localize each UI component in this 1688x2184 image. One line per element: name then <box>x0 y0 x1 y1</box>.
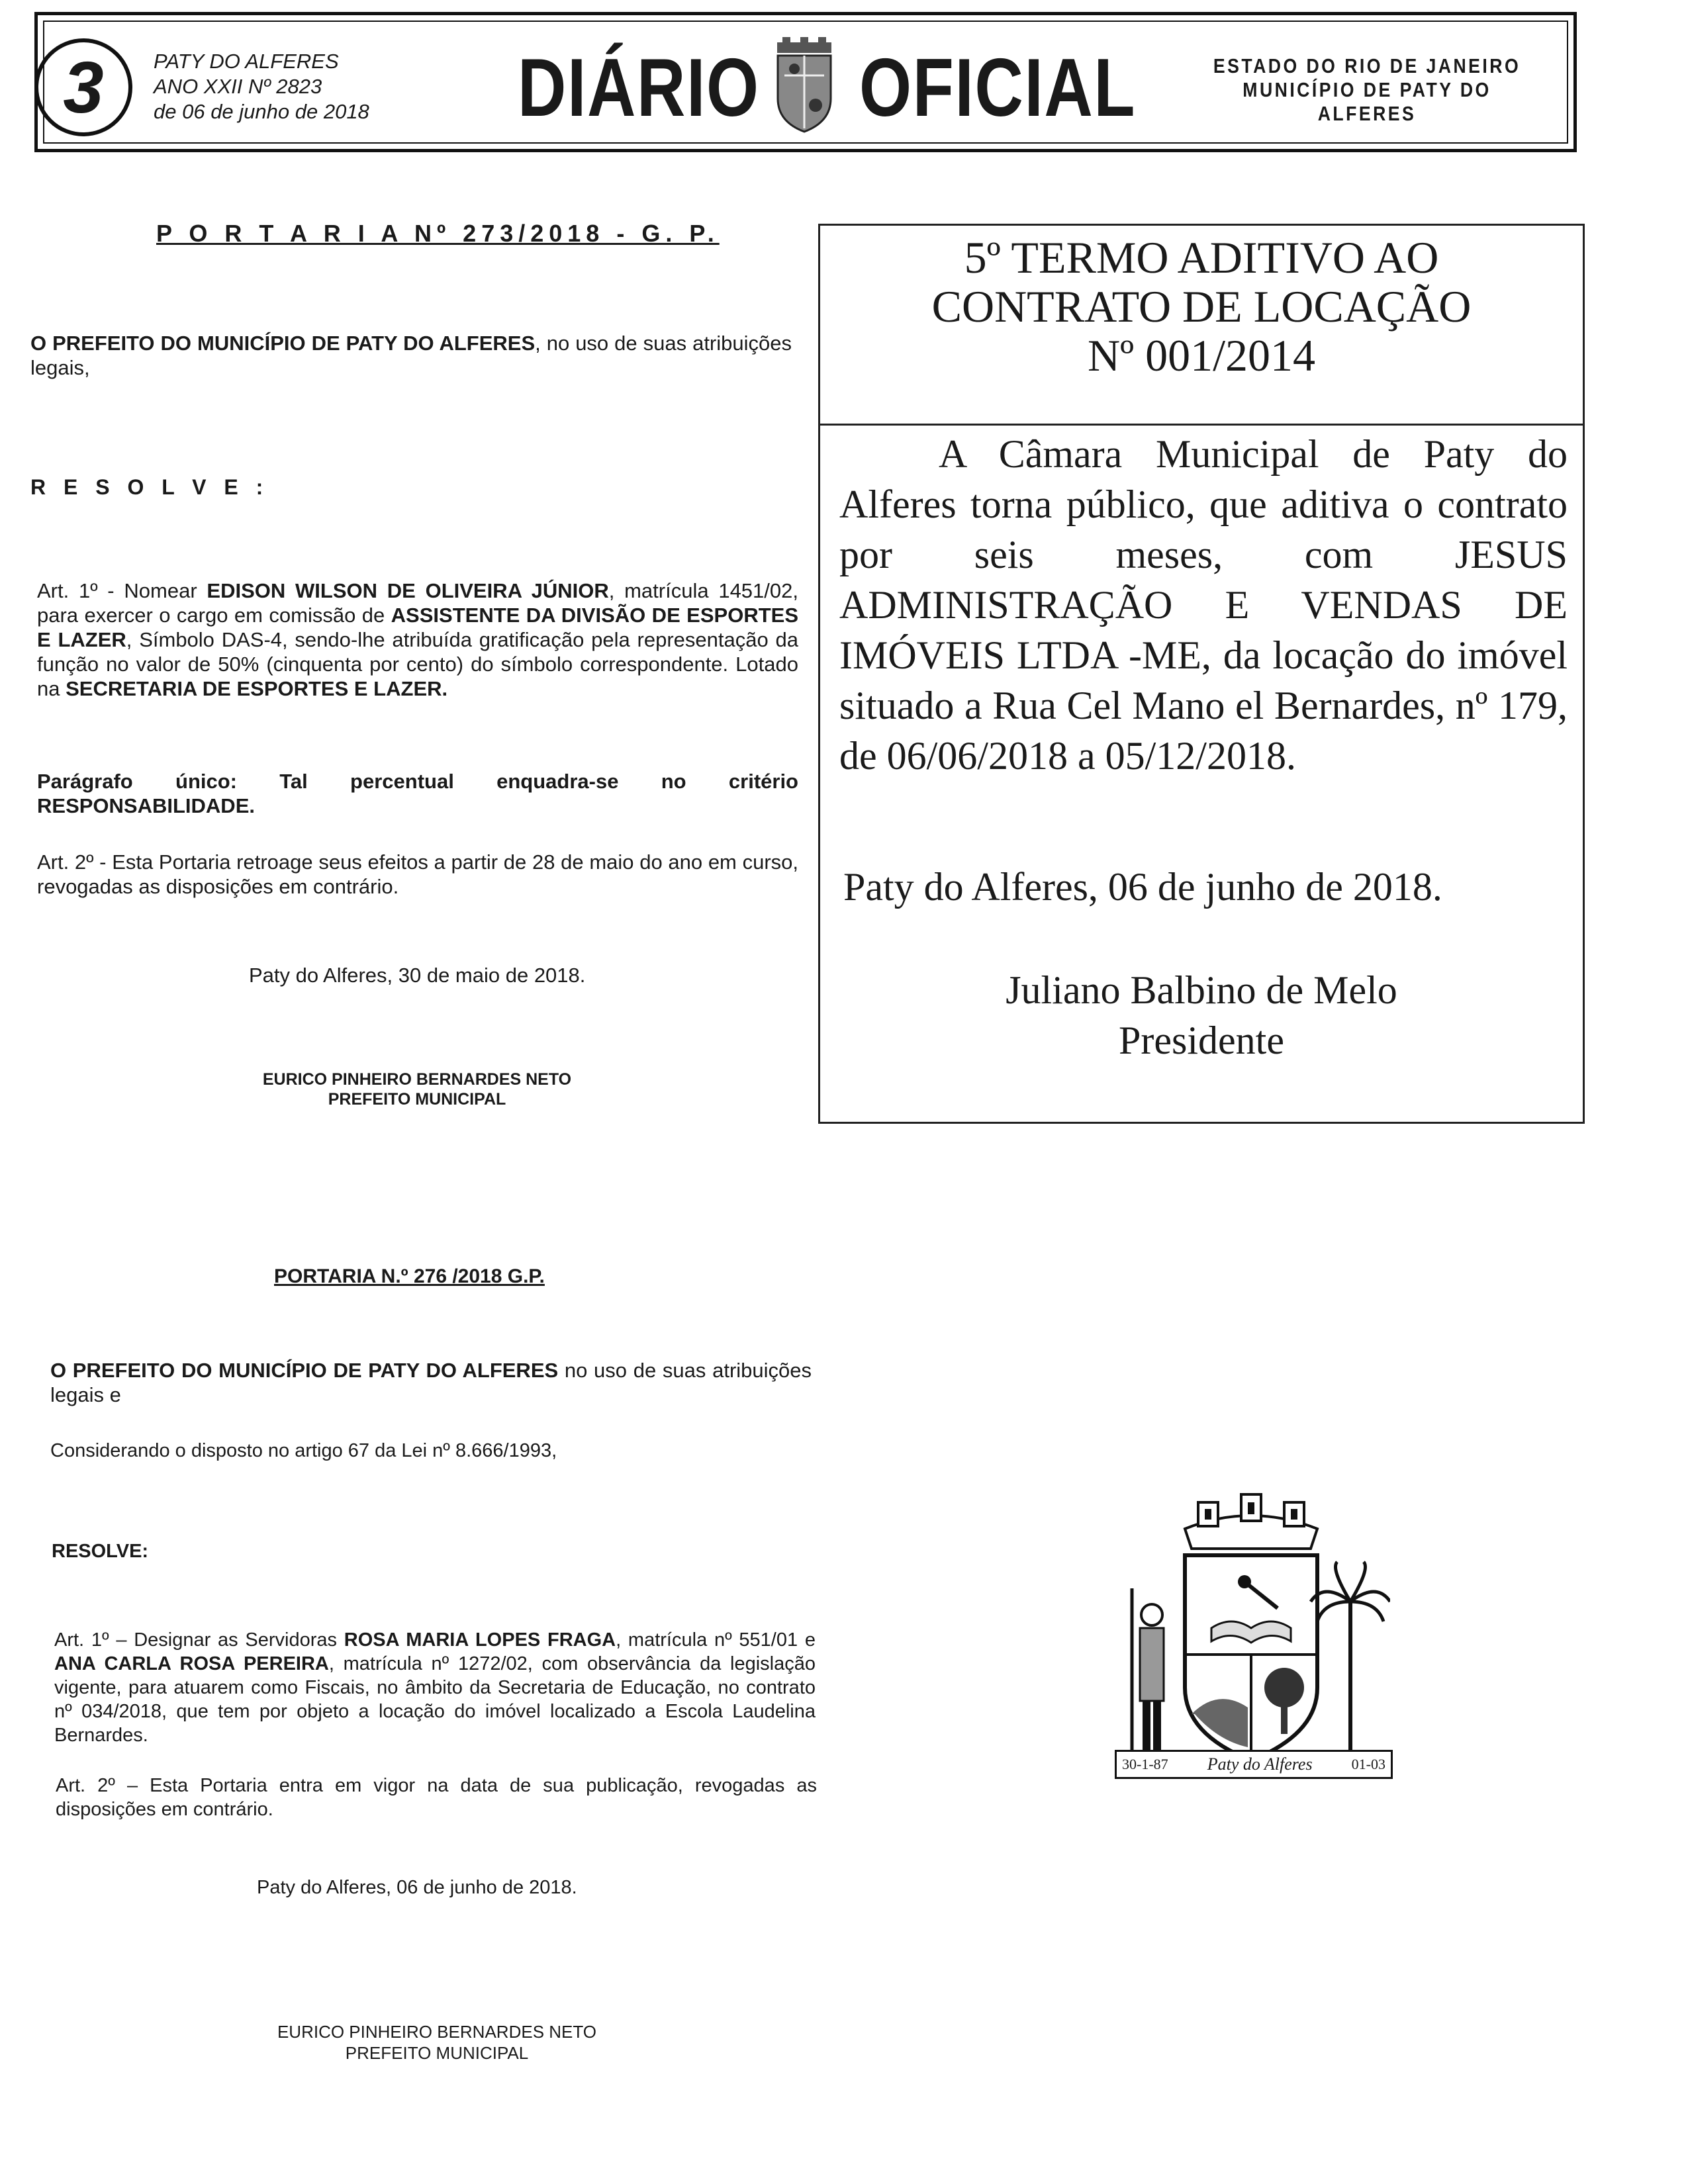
termo-title-line1: 5º TERMO ADITIVO AO <box>964 232 1439 283</box>
portaria2-signer: EURICO PINHEIRO BERNARDES NETO <box>277 2022 597 2042</box>
header-date: de 06 de junho de 2018 <box>154 100 369 123</box>
portaria2-intro-bold: O PREFEITO DO MUNICÍPIO DE PATY DO ALFERES <box>50 1359 559 1382</box>
portaria2-title: PORTARIA N.º 276 /2018 G.P. <box>274 1265 545 1287</box>
portaria2-signature <box>265 2021 609 2064</box>
portaria1-intro-rest: , no uso de suas atribuições legais, <box>30 332 792 379</box>
page-number-badge <box>34 38 132 136</box>
portaria2-art1-text-c: , matrícula nº 1272/02, com observância da legislação vigente, para atuarem como Fiscais, no âmbito da Secretaria de Educação, no contrato nº 034/2018, que tem por objeto a locação do imóvel localizado a Escola Laudelina Bernardes. <box>54 1653 816 1746</box>
edition-info <box>154 49 369 124</box>
portaria2-art1 <box>54 1628 816 1747</box>
portaria1-resolve: R E S O L V E : <box>30 475 269 499</box>
portaria1-art1 <box>37 578 798 701</box>
header-edition: ANO XXII Nº 2823 <box>154 75 322 98</box>
portaria1-place-date: Paty do Alferes, 30 de maio de 2018. <box>249 964 586 987</box>
termo-title-line3: Nº 001/2014 <box>1087 330 1316 381</box>
termo-signer-role: Presidente <box>1119 1019 1284 1062</box>
crest-ribbon-date-right: 01-03 <box>1351 1756 1385 1772</box>
crest-ribbon-date-left: 30-1-87 <box>1122 1756 1168 1772</box>
header-city: PATY DO ALFERES <box>154 50 339 73</box>
termo-body: A Câmara Municipal de Paty do Alferes torna público, que aditiva o contrato por seis meses, com JESUS ADMINISTRAÇÃO E VENDAS DE IMÓVEIS LTDA -ME, da locação do imóvel situado a Rua Cel Mano el Bernardes, nº 179, de 06/06/2018 a 05/12/2018. <box>839 432 1568 778</box>
portaria2-art2: Art. 2º – Esta Portaria entra em vigor na data de sua publicação, revogadas as disposições em contrário. <box>56 1775 817 1820</box>
portaria1-art2: Art. 2º - Esta Portaria retroage seus efeitos a partir de 28 de maio do ano em curso, revogadas as disposições em contrário. <box>37 850 798 898</box>
portaria1-paragrafo: Parágrafo único: Tal percentual enquadra-se no critério RESPONSABILIDADE. <box>37 770 798 817</box>
portaria1-art1-text-a: Art. 1º - Nomear <box>37 579 207 602</box>
portaria2-art1-name2: ANA CARLA ROSA PEREIRA <box>54 1653 329 1674</box>
municipal-crest-small-icon <box>768 36 841 135</box>
termo-title-line2: CONTRATO DE LOCAÇÃO <box>931 281 1472 332</box>
title-oficial: OFICIAL <box>859 42 1137 134</box>
portaria1-art1-text-c: , Símbolo DAS-4, sendo-lhe atribuída gratificação pela representação da função no valor de 50% (cinquenta por cento) do símbolo correspondente. Lotado na <box>37 628 798 700</box>
portaria2-intro-rest: no uso de suas atribuições legais e <box>50 1359 812 1406</box>
portaria2-intro <box>50 1358 812 1407</box>
header-state: ESTADO DO RIO DE JANEIRO <box>1213 54 1521 77</box>
portaria1-intro-bold: O PREFEITO DO MUNICÍPIO DE PATY DO ALFERES <box>30 332 536 355</box>
portaria2-signer-role: PREFEITO MUNICIPAL <box>345 2043 529 2063</box>
crest-ribbon-text: Paty do Alferes <box>1207 1754 1313 1774</box>
portaria1-signature <box>238 1069 596 1109</box>
portaria2-art1-name1: ROSA MARIA LOPES FRAGA <box>344 1629 616 1651</box>
termo-place-date: Paty do Alferes, 06 de junho de 2018. <box>843 865 1442 909</box>
portaria2-place-date: Paty do Alferes, 06 de junho de 2018. <box>257 1877 577 1898</box>
portaria1-intro <box>30 331 792 380</box>
crest-ribbon <box>1115 1750 1393 1779</box>
portaria1-signer-role: PREFEITO MUNICIPAL <box>328 1090 506 1109</box>
termo-signature <box>818 965 1585 1066</box>
portaria1-art1-secretaria: SECRETARIA DE ESPORTES E LAZER. <box>66 677 448 700</box>
title-diario: DIÁRIO <box>518 42 760 134</box>
portaria1-signer: EURICO PINHEIRO BERNARDES NETO <box>262 1070 572 1089</box>
portaria2-art1-text-b: , matrícula nº 551/01 e <box>616 1629 816 1651</box>
portaria2-considerando: Considerando o disposto no artigo 67 da Lei nº 8.666/1993, <box>50 1440 557 1461</box>
portaria1-title: P O R T A R I A Nº 273/2018 - G. P. <box>156 220 720 247</box>
portaria1-art1-text-b: , matrícula 1451/02, para exercer o cargo em comissão de <box>37 579 798 627</box>
portaria1-art1-cargo: ASSISTENTE DA DIVISÃO DE ESPORTES E LAZER <box>37 604 798 651</box>
portaria2-resolve: RESOLVE: <box>52 1541 149 1562</box>
termo-signer: Juliano Balbino de Melo <box>1006 968 1397 1012</box>
termo-title <box>818 233 1585 380</box>
header-municipality: MUNICÍPIO DE PATY DO ALFERES <box>1243 78 1491 125</box>
page-number: 3 <box>63 46 104 128</box>
portaria1-art1-name: EDISON WILSON DE OLIVEIRA JÚNIOR <box>207 579 609 602</box>
portaria2-art1-text-a: Art. 1º – Designar as Servidoras <box>54 1629 344 1651</box>
termo-divider <box>818 424 1585 426</box>
